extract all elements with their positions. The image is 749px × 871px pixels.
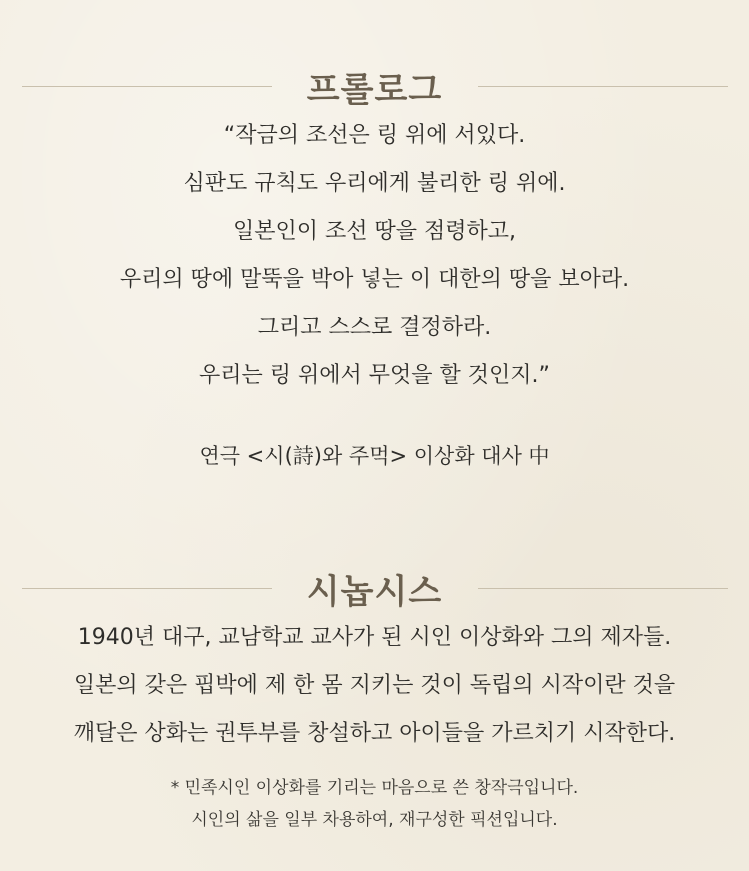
prologue-divider-right (478, 86, 728, 87)
prologue-credit: 연극 <시(詩)와 주먹> 이상화 대사 中 (199, 444, 550, 468)
prologue-quote (0, 112, 749, 400)
footnote-line: 시인의 삶을 일부 차용하여, 재구성한 픽션입니다. (191, 810, 558, 830)
prologue-line: 일본인이 조선 땅을 점령하고, (233, 219, 516, 244)
prologue-divider-left (22, 86, 272, 87)
prologue-title: 프롤로그 (306, 69, 443, 110)
prologue-line: 우리는 링 위에서 무엇을 할 것인지.” (199, 363, 550, 388)
prologue-heading (0, 61, 749, 111)
synopsis-heading (0, 563, 749, 613)
prologue-line: 그리고 스스로 결정하라. (257, 315, 492, 340)
synopsis-line: 1940년 대구, 교남학교 교사가 된 시인 이상화와 그의 제자들. (77, 625, 672, 650)
synopsis-line: 깨달은 상화는 권투부를 창설하고 아이들을 가르치기 시작한다. (73, 721, 676, 746)
synopsis-divider-left (22, 588, 272, 589)
prologue-line: 우리의 땅에 말뚝을 박아 넣는 이 대한의 땅을 보아라. (119, 267, 630, 292)
footnote (0, 772, 749, 836)
synopsis-divider-right (478, 588, 728, 589)
prologue-line: 심판도 규칙도 우리에게 불리한 링 위에. (183, 171, 566, 196)
synopsis-title: 시놉시스 (306, 571, 443, 612)
prologue-line: “작금의 조선은 링 위에 서있다. (223, 123, 526, 148)
synopsis-text (0, 614, 749, 758)
footnote-line: * 민족시인 이상화를 기리는 마음으로 쓴 창작극입니다. (170, 778, 579, 798)
synopsis-line: 일본의 갖은 핍박에 제 한 몸 지키는 것이 독립의 시작이란 것을 (73, 673, 676, 698)
